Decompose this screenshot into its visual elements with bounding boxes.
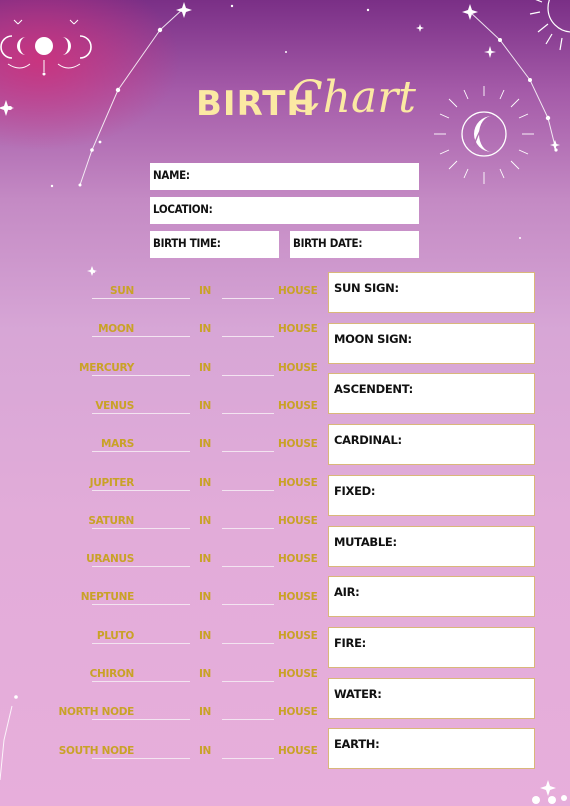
planet-house-line[interactable] [222, 758, 274, 759]
planet-label: JUPITER [89, 476, 134, 489]
summary-box[interactable] [328, 323, 535, 364]
summary-box[interactable] [328, 576, 535, 617]
summary-box[interactable] [328, 728, 535, 769]
planet-sign-line[interactable] [92, 298, 190, 299]
planet-house-line[interactable] [222, 413, 274, 414]
birth-time-field[interactable] [150, 231, 279, 258]
planet-label: PLUTO [96, 629, 134, 642]
planet-sign-line[interactable] [92, 643, 190, 644]
summary-box[interactable] [328, 373, 535, 414]
summary-label: EARTH: [334, 737, 380, 752]
planet-sign-line[interactable] [92, 490, 190, 491]
in-label: IN [198, 438, 212, 451]
summary-label: CARDINAL: [334, 433, 402, 448]
planet-label: SOUTH NODE [58, 744, 134, 757]
in-label: IN [198, 629, 212, 642]
name-label: NAME: [153, 168, 190, 182]
summary-label: MUTABLE: [334, 534, 397, 549]
planet-label: MARS [100, 438, 134, 451]
planet-sign-line[interactable] [92, 566, 190, 567]
house-label: HOUSE [278, 591, 318, 604]
planet-sign-line[interactable] [92, 528, 190, 529]
in-label: IN [198, 285, 212, 297]
summary-label: FIXED: [334, 483, 376, 498]
in-label: IN [198, 323, 212, 336]
summary-label: AIR: [334, 585, 360, 600]
planet-sign-line[interactable] [92, 451, 190, 452]
in-label: IN [198, 476, 212, 489]
planet-label: SATURN [88, 514, 134, 527]
title-birth: BIRTH [196, 84, 316, 124]
in-label: IN [198, 514, 212, 527]
in-label: IN [198, 668, 212, 680]
house-label: HOUSE [278, 706, 318, 719]
planet-label: URANUS [86, 553, 134, 566]
summary-label: ASCENDENT: [334, 382, 413, 397]
summary-label: FIRE: [334, 635, 366, 650]
house-label: HOUSE [278, 744, 318, 757]
planet-sign-line[interactable] [92, 681, 190, 682]
location-label: LOCATION: [153, 202, 213, 216]
house-label: HOUSE [278, 323, 318, 336]
in-label: IN [198, 399, 212, 412]
planet-house-line[interactable] [222, 375, 274, 376]
title-chart: Chart [289, 72, 416, 123]
planet-label: MERCURY [79, 361, 134, 374]
planet-house-line[interactable] [222, 298, 274, 299]
sun-corner-icon [530, 0, 570, 50]
planet-sign-line[interactable] [92, 719, 190, 720]
planet-sign-line[interactable] [92, 375, 190, 376]
planet-house-line[interactable] [222, 681, 274, 682]
planet-house-line[interactable] [222, 528, 274, 529]
name-field[interactable] [150, 163, 419, 190]
in-label: IN [198, 361, 212, 374]
planet-label: VENUS [95, 399, 134, 412]
in-label: IN [198, 591, 212, 604]
birth-date-field[interactable] [290, 231, 419, 258]
house-label: HOUSE [278, 438, 318, 451]
house-label: HOUSE [278, 476, 318, 489]
planet-label: MOON [98, 323, 134, 336]
planet-house-line[interactable] [222, 719, 274, 720]
birth-date-label: BIRTH DATE: [293, 236, 363, 250]
planet-house-line[interactable] [222, 604, 274, 605]
planet-sign-line[interactable] [92, 604, 190, 605]
planet-label: SUN [110, 285, 134, 297]
sun-moon-emblem-icon [434, 86, 534, 184]
planet-label: CHIRON [89, 668, 134, 680]
in-label: IN [198, 553, 212, 566]
house-label: HOUSE [278, 629, 318, 642]
page-title [196, 72, 416, 148]
summary-box[interactable] [328, 526, 535, 567]
house-label: HOUSE [278, 285, 318, 297]
in-label: IN [198, 744, 212, 757]
summary-box[interactable] [328, 272, 535, 313]
in-label: IN [198, 706, 212, 719]
planet-sign-line[interactable] [92, 413, 190, 414]
planet-house-line[interactable] [222, 490, 274, 491]
planet-house-line[interactable] [222, 451, 274, 452]
location-field[interactable] [150, 197, 419, 224]
planet-label: NORTH NODE [58, 706, 134, 719]
planet-house-line[interactable] [222, 566, 274, 567]
planet-label: NEPTUNE [80, 591, 134, 604]
house-label: HOUSE [278, 668, 318, 680]
summary-box[interactable] [328, 424, 535, 465]
house-label: HOUSE [278, 361, 318, 374]
summary-box[interactable] [328, 475, 535, 516]
birth-time-label: BIRTH TIME: [153, 236, 221, 250]
summary-box[interactable] [328, 678, 535, 719]
bottom-moons-icon [532, 795, 567, 804]
summary-label: MOON SIGN: [334, 331, 412, 346]
summary-label: SUN SIGN: [334, 281, 399, 295]
planet-house-line[interactable] [222, 643, 274, 644]
planet-house-line[interactable] [222, 336, 274, 337]
planet-sign-line[interactable] [92, 336, 190, 337]
house-label: HOUSE [278, 514, 318, 527]
summary-label: WATER: [334, 686, 382, 701]
summary-box[interactable] [328, 627, 535, 668]
planet-sign-line[interactable] [92, 758, 190, 759]
house-label: HOUSE [278, 553, 318, 566]
house-label: HOUSE [278, 399, 318, 412]
